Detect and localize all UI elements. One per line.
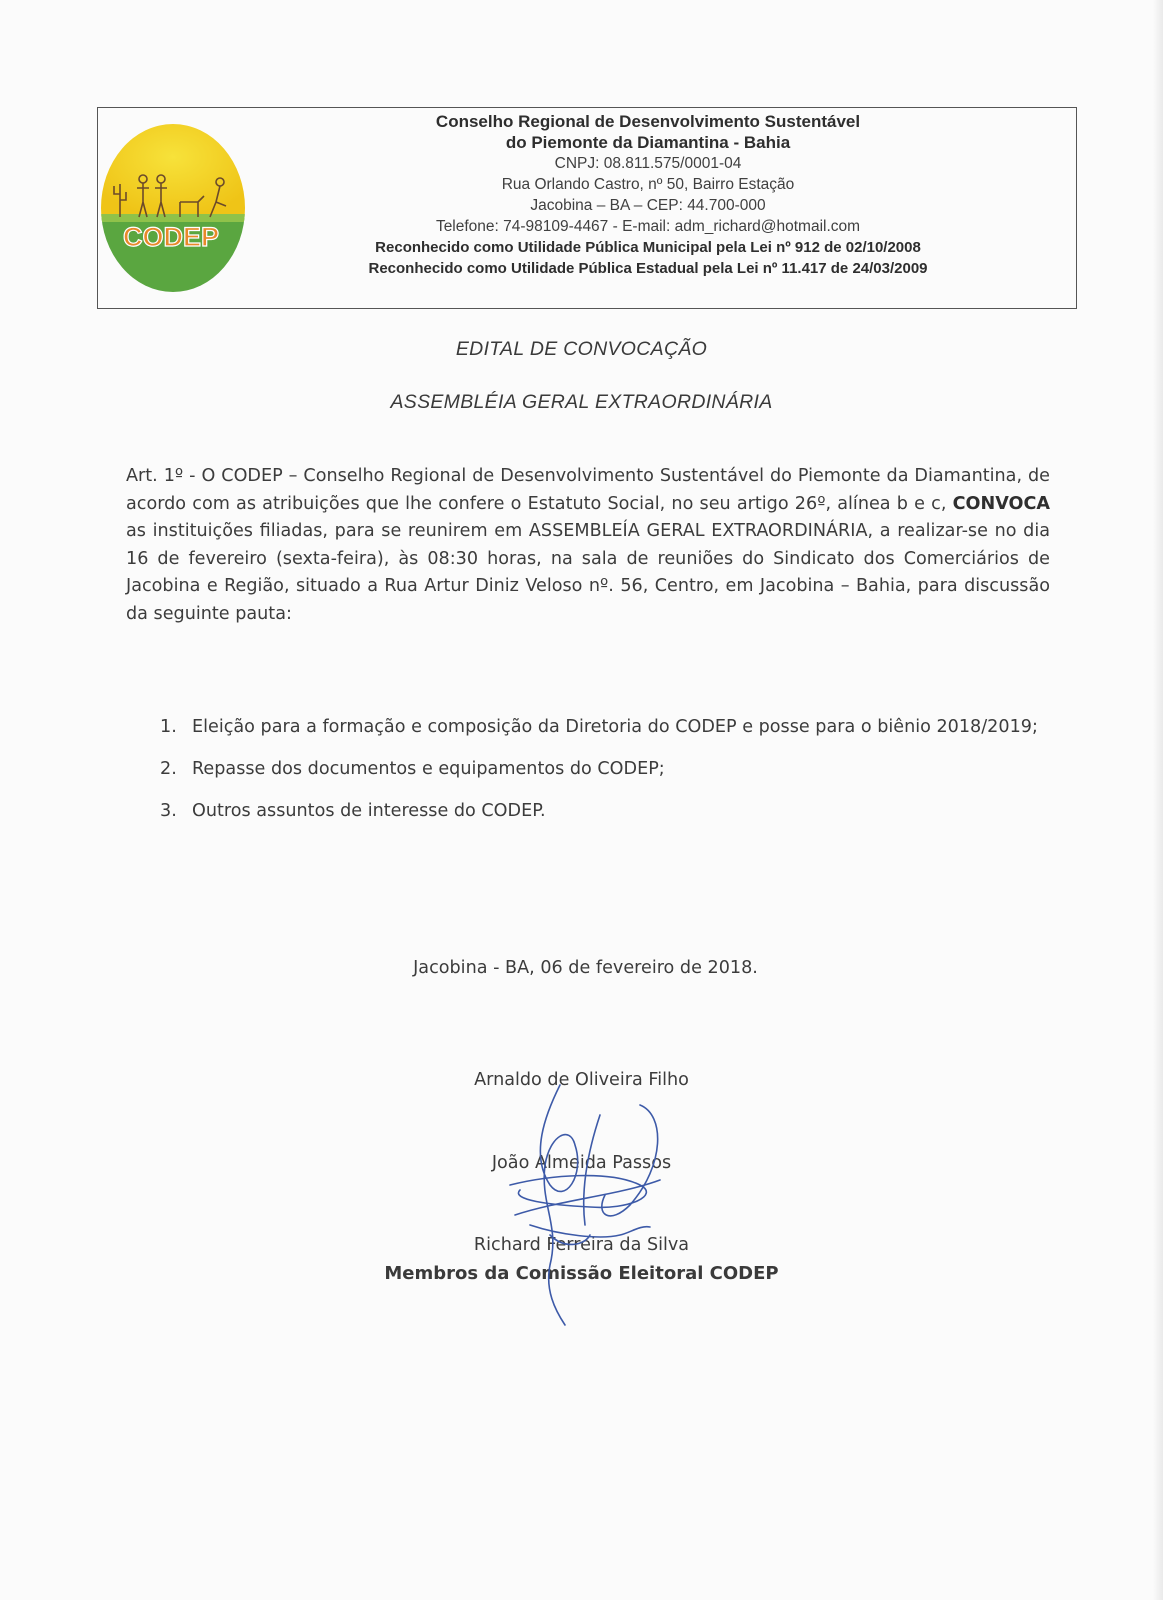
list-item-number: 1. bbox=[160, 717, 177, 737]
recognition-municipal: Reconhecido como Utilidade Pública Municipal pela Lei nº 912 de 02/10/2008 bbox=[375, 239, 921, 256]
list-item-number: 2. bbox=[160, 759, 177, 779]
signer-name: Arnaldo de Oliveira Filho bbox=[474, 1070, 689, 1090]
list-item-text: Eleição para a formação e composição da Diretoria do CODEP e posse para o biênio 2018/2019; bbox=[192, 717, 1038, 737]
contact: Telefone: 74-98109-4467 - E-mail: adm_richard@hotmail.com bbox=[435, 218, 861, 235]
logo-text: CODEP bbox=[122, 222, 220, 252]
convocation-paragraph bbox=[126, 463, 1050, 628]
list-item bbox=[160, 750, 1060, 788]
org-name-line1: Conselho Regional de Desenvolvimento Sustentável bbox=[435, 112, 861, 131]
date-line: Jacobina - BA, 06 de fevereiro de 2018. bbox=[413, 958, 758, 978]
list-item-text: Repasse dos documentos e equipamentos do CODEP; bbox=[192, 759, 665, 779]
list-item bbox=[160, 708, 1060, 746]
list-item bbox=[160, 792, 1060, 830]
paragraph-after: as instituições filiadas, para se reunirem em ASSEMBLEÍA GERAL EXTRAORDINÁRIA, a realizar-se no dia 16 de fevereiro (sexta-feira), às 08:30 horas, na sala de reuniões do Sindicato dos Comerciários de Jacobina e Região, situado a Rua Artur Diniz Veloso nº. 56, Centro, em Jacobina – Bahia, para discussão da seguinte pauta: bbox=[126, 521, 1050, 624]
address: Rua Orlando Castro, nº 50, Bairro Estação bbox=[501, 176, 795, 193]
codep-logo bbox=[98, 122, 248, 294]
recognition-state: Reconhecido como Utilidade Pública Estadual pela Lei nº 11.417 de 24/03/2009 bbox=[368, 260, 928, 277]
signer-name: Richard Ferreira da Silva bbox=[473, 1235, 690, 1255]
document-subtitle: ASSEMBLÉIA GERAL EXTRAORDINÁRIA bbox=[390, 391, 773, 413]
paragraph-bold: CONVOCA bbox=[952, 493, 1051, 514]
paragraph-before: Art. 1º - O CODEP – Conselho Regional de Desenvolvimento Sustentável do Piemonte da Diamantina, de acordo com as atribuições que lhe confere o Estatuto Social, no seu artigo 26º, alínea b e c, bbox=[126, 466, 1050, 514]
signer-name: João Almeida Passos bbox=[491, 1153, 672, 1173]
org-name-line2: do Piemonte da Diamantina - Bahia bbox=[505, 133, 791, 152]
commission-title: Membros da Comissão Eleitoral CODEP bbox=[384, 1263, 779, 1284]
city: Jacobina – BA – CEP: 44.700-000 bbox=[530, 197, 766, 214]
handwritten-signature bbox=[490, 1075, 690, 1335]
agenda-list bbox=[160, 708, 1060, 834]
scan-edge-shadow bbox=[1153, 0, 1163, 1600]
cnpj: CNPJ: 08.811.575/0001-04 bbox=[554, 155, 742, 172]
letterhead bbox=[97, 107, 1077, 309]
list-item-text: Outros assuntos de interesse do CODEP. bbox=[192, 801, 546, 821]
document-title: EDITAL DE CONVOCAÇÃO bbox=[455, 338, 708, 360]
org-info-block bbox=[228, 108, 1068, 279]
list-item-number: 3. bbox=[160, 801, 177, 821]
